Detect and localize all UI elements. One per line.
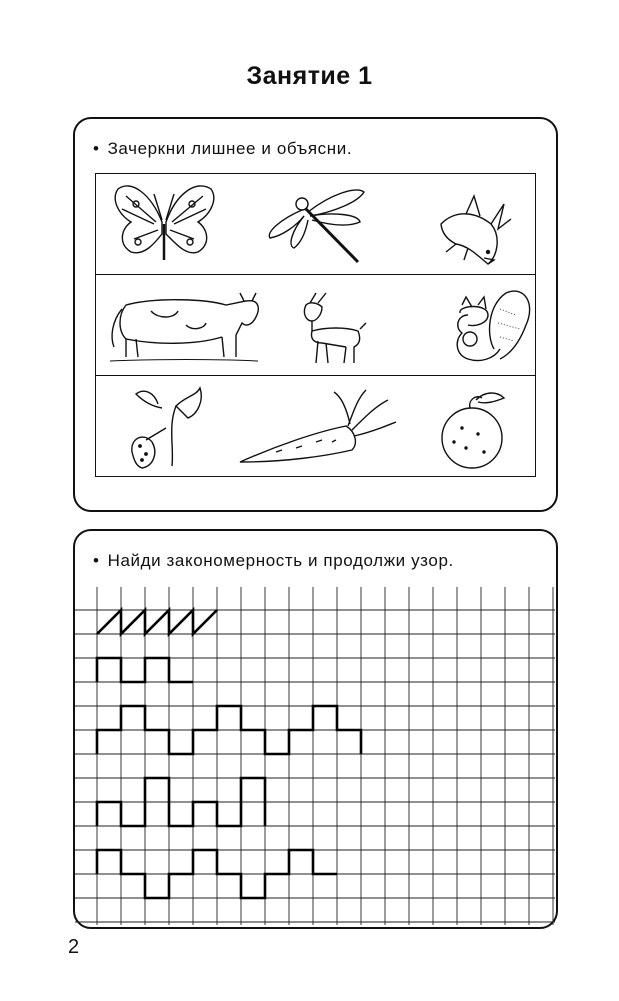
task2-panel (73, 529, 558, 929)
dragonfly-icon[interactable] (269, 190, 364, 262)
task2-text: Найди закономерность и продолжи узор. (107, 551, 454, 570)
picture-rows (95, 173, 536, 477)
carrot-icon[interactable] (240, 390, 396, 462)
task2-instruction (93, 551, 454, 571)
task1-text: Зачеркни лишнее и объясни. (107, 139, 353, 158)
shark-icon[interactable] (441, 196, 511, 264)
picture-row-1[interactable] (96, 174, 535, 275)
picture-row-2[interactable] (96, 275, 535, 376)
butterfly-icon[interactable] (115, 186, 214, 260)
cucumber-icon[interactable] (132, 388, 201, 468)
picture-row-3[interactable] (96, 376, 535, 476)
task2-bullet: • (93, 551, 100, 570)
task1-bullet: • (93, 139, 100, 158)
goat-icon[interactable] (304, 293, 366, 363)
orange-icon[interactable] (442, 393, 504, 468)
pattern-grid[interactable] (75, 587, 555, 925)
cow-icon[interactable] (110, 293, 258, 361)
page-number: 2 (68, 936, 80, 958)
pattern-zigzag (97, 610, 217, 634)
page-title: Занятие 1 (246, 62, 373, 90)
pattern-square-wave (97, 658, 193, 682)
task1-panel (73, 117, 558, 512)
task1-instruction (93, 139, 352, 159)
squirrel-icon[interactable] (457, 291, 529, 360)
